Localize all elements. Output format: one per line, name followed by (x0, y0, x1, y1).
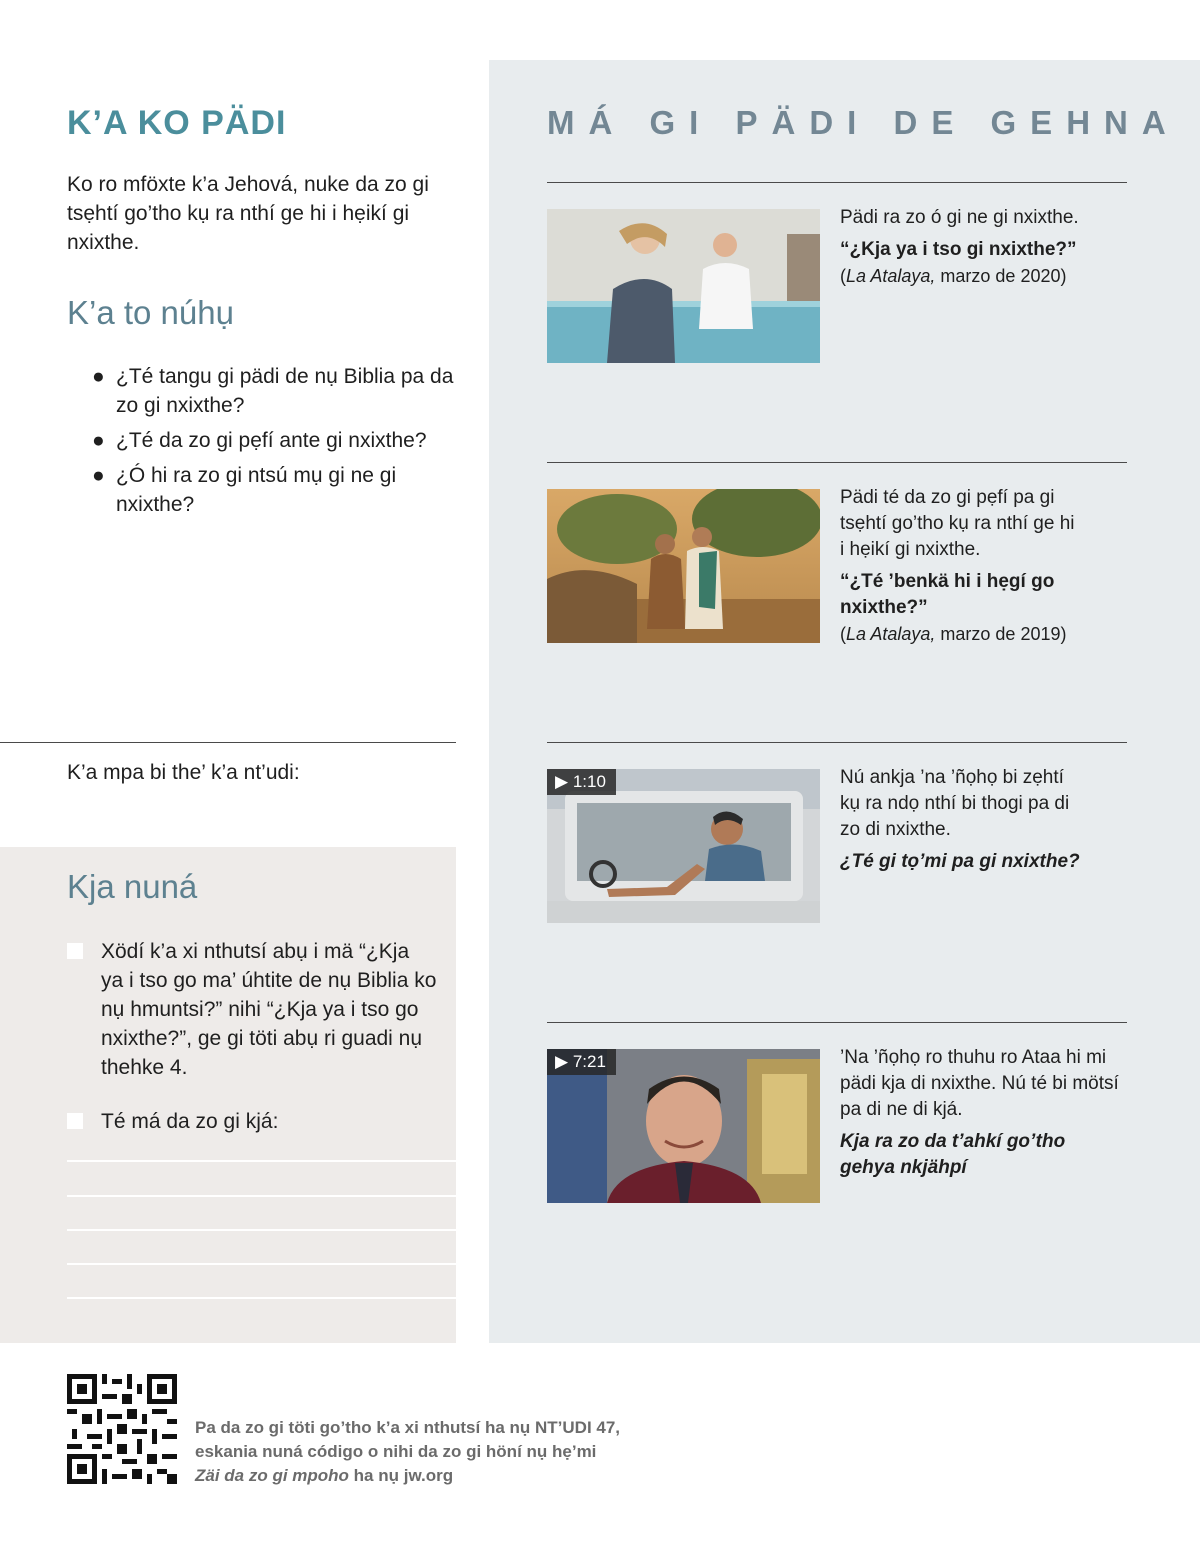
resource-text (840, 485, 1125, 647)
resource-title[interactable]: Kja ra zo da t’ahkí go’tho gehya nkjähpí (840, 1131, 1066, 1178)
duration-badge: ▶ 1:10 (547, 769, 616, 795)
resource-title[interactable]: ¿Té gi tọ’mi pa gi nxixthe? (840, 851, 1080, 872)
write-line[interactable] (67, 1160, 456, 1162)
duration-badge: ▶ 7:21 (547, 1049, 616, 1075)
app-name: Zäi da zo gi mpoho (195, 1466, 349, 1485)
review-question: ● ¿Ó hi ra zo gi ntsú mụ gi ne gi nxixthe? (92, 461, 462, 519)
review-questions-list (92, 362, 462, 525)
resource-source: (La Atalaya, marzo de 2020) (840, 266, 1067, 286)
task-text: Xödí k’a xi nthutsí abụ i mä “¿Kja ya i tso go ma’ úhtite de nụ Biblia ko nụ hmuntsi?” nihi “¿Kja ya i tso go nxixthe?”, ge gi töti abụ ri guadi nụ thehke 4. (101, 940, 437, 1079)
divider (547, 1022, 1127, 1023)
task-text: Té má da zo gi kjá: (101, 1110, 279, 1133)
article-thumbnail[interactable] (547, 489, 820, 643)
bullet-icon: ● (92, 429, 105, 452)
bullet-icon: ● (92, 464, 105, 487)
resource-text (840, 1045, 1125, 1181)
qr-code-icon[interactable] (67, 1374, 177, 1484)
resource-description: Pädi ra zo ó gi ne gi nxixthe. (840, 207, 1079, 228)
play-icon: ▶ (555, 772, 569, 791)
write-line[interactable] (67, 1229, 456, 1231)
resource-text (840, 205, 1125, 289)
footer-text: Pa da zo gi töti go’tho k’a xi nthutsí ha nụ NT’UDI 47, eskania nuná código o nihi da zo gi höní nụ hẹ’mi Zäi da zo gi mpoho ha nụ jw.org (195, 1418, 621, 1485)
task-heading: Kja nuná (67, 868, 198, 905)
play-icon: ▶ (555, 1052, 569, 1071)
checkbox-icon[interactable] (67, 943, 83, 959)
resource-text (840, 765, 1125, 875)
task-box (0, 847, 456, 1343)
resource-description: Pädi té da zo gi pẹfí pa gi tsẹhtí go’tho kụ ra nthí ge hi i hẹikí gi nxixthe. (840, 487, 1075, 560)
article-thumbnail[interactable] (547, 209, 820, 363)
review-heading: K’a to núhụ (67, 294, 234, 331)
video-thumbnail[interactable] (547, 769, 820, 923)
checkbox-icon[interactable] (67, 1113, 83, 1129)
write-line[interactable] (67, 1263, 456, 1265)
review-question: ● ¿Té da zo gi pẹfí ante gi nxixthe? (92, 426, 462, 455)
resource-description: ’Na ’ñọhọ ro thuhu ro Ataa hi mi pädi kja di nxixthe. Nú té bi mötsí pa di ne di kjá. (840, 1047, 1119, 1120)
video-thumbnail[interactable] (547, 1049, 820, 1203)
resource-source: (La Atalaya, marzo de 2019) (840, 624, 1067, 644)
bullet-icon: ● (92, 365, 105, 388)
task-item (67, 937, 437, 1082)
divider (547, 742, 1127, 743)
write-line[interactable] (67, 1297, 456, 1299)
divider (547, 182, 1127, 183)
resource-title[interactable]: “¿Té ’benkä hi i hẹgí go nxixthe?” (840, 571, 1055, 618)
review-question: ● ¿Té tangu gi pädi de nụ Biblia pa da zo gi nxixthe? (92, 362, 462, 420)
divider (547, 462, 1127, 463)
more-heading: MÁ GI PÄDI DE GEHNA (547, 104, 1180, 141)
write-line[interactable] (67, 1195, 456, 1197)
divider (0, 742, 456, 743)
resource-description: Nú ankja ’na ’ñọhọ bi zẹhtí kụ ra ndọ nthí bi thogi pa di zo di nxixthe. (840, 767, 1070, 840)
summary-text: Ko ro mföxte k’a Jehová, nuke da zo gi tsẹhtí go’tho kụ ra nthí ge hi i hẹikí gi nxixthe. (67, 173, 429, 254)
task-item (67, 1107, 437, 1136)
summary-heading: K’A KO PÄDI (67, 104, 287, 142)
note-label: K’a mpa bi the’ k’a nt’udi: (67, 761, 300, 784)
resource-title[interactable]: “¿Kja ya i tso gi nxixthe?” (840, 239, 1077, 260)
